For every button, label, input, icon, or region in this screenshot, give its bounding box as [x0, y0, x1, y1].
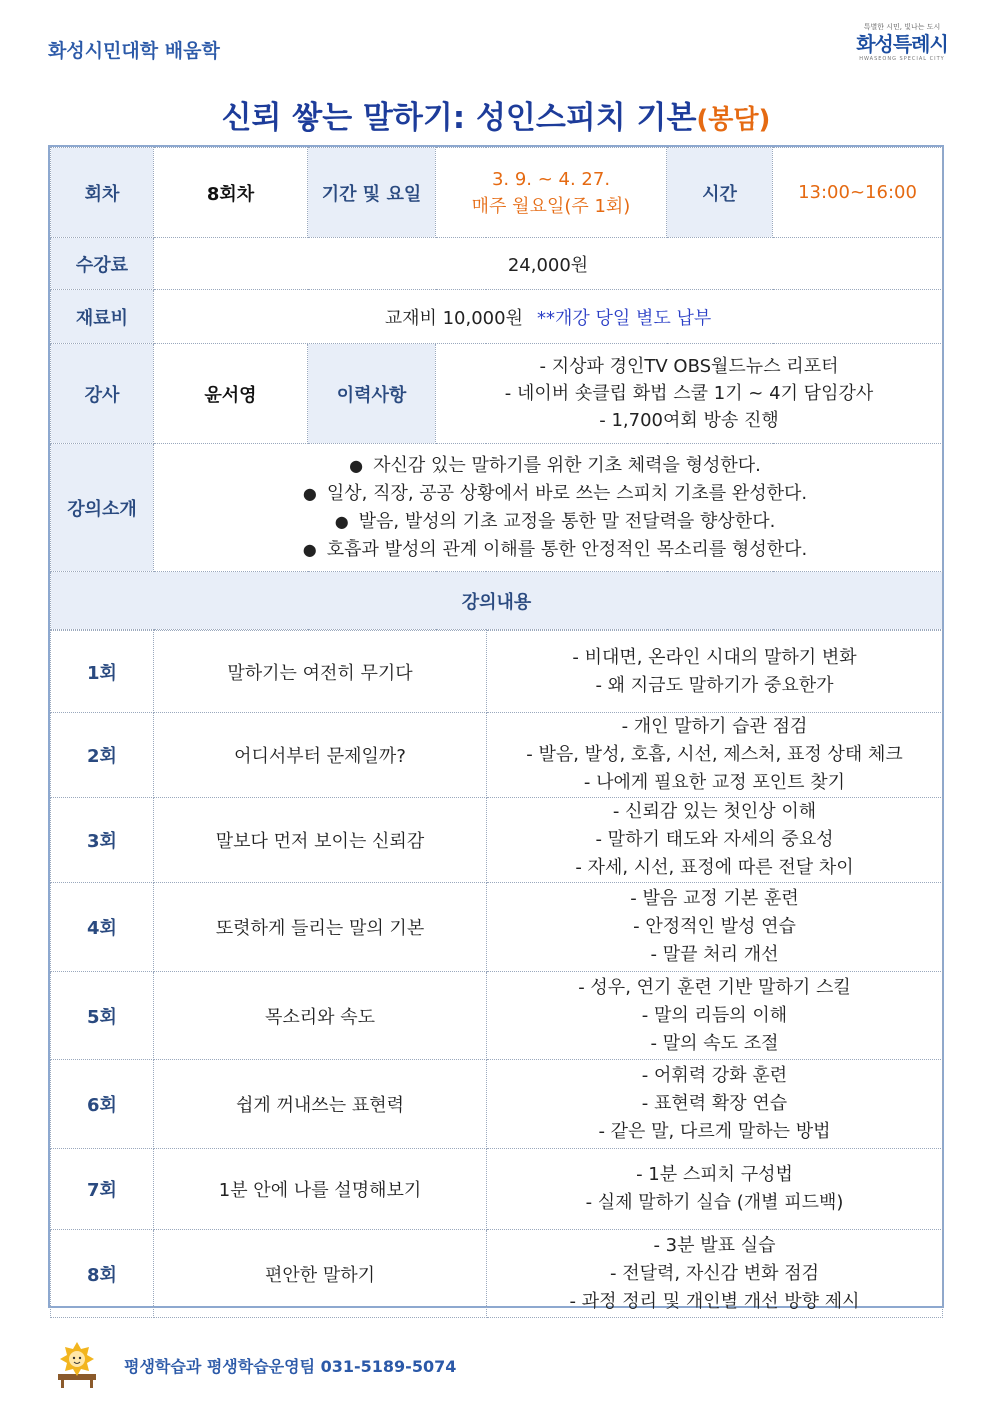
session-details: [487, 798, 943, 883]
time-label: 시간: [667, 148, 773, 238]
logo-slogan: 특별한 시민, 빛나는 도시: [863, 23, 941, 31]
session-details: [487, 631, 943, 713]
session-details: [487, 972, 943, 1060]
material-label: 재료비: [51, 290, 154, 344]
session-detail-item: - 말의 속도 조절: [650, 1032, 779, 1054]
session-label: 회차: [51, 148, 154, 238]
time-value: 13:00~16:00: [773, 148, 943, 238]
session-details: [487, 713, 943, 798]
session-number: 2회: [51, 713, 154, 798]
session-count: 8회차: [154, 148, 308, 238]
session-row: [51, 1060, 943, 1149]
info-row-instructor: [51, 344, 943, 444]
career-item: - 네이버 숏클립 화법 스쿨 1기 ~ 4기 담임강사: [504, 383, 874, 404]
session-number: 7회: [51, 1149, 154, 1230]
bullet-icon: ●: [334, 511, 349, 531]
mascot-icon: [54, 1340, 100, 1388]
career-label: 이력사항: [308, 344, 436, 444]
curriculum-table: [50, 630, 943, 1318]
instructor-label: 강사: [51, 344, 154, 444]
session-row: [51, 798, 943, 883]
session-details: [487, 1060, 943, 1149]
curriculum-title: 강의내용: [51, 572, 943, 630]
session-detail-item: - 3분 발표 실습: [653, 1234, 776, 1256]
period-weekday: 매주 월요일(주 1회): [471, 195, 631, 217]
material-value: 교재비 10,000원: [384, 307, 523, 329]
session-topic: 또렷하게 들리는 말의 기본: [154, 883, 487, 972]
session-row: [51, 1230, 943, 1318]
intro-item: ● 호흡과 발성의 관계 이해를 통한 안정적인 목소리를 형성한다.: [302, 538, 808, 560]
session-detail-item: - 안정적인 발성 연습: [633, 916, 796, 937]
page-title: [0, 92, 992, 137]
session-details: [487, 883, 943, 972]
course-info-table: [50, 147, 943, 630]
session-detail-item: - 말의 리듬의 이해: [641, 1004, 788, 1026]
info-row-session: [51, 148, 943, 238]
fee-label: 수강료: [51, 238, 154, 290]
session-detail-item: - 개인 말하기 습관 점검: [621, 716, 808, 737]
footer-contact: [54, 1340, 654, 1390]
session-detail-item: - 1분 스피치 구성법: [636, 1164, 793, 1185]
title-main: 신뢰 쌓는 말하기: 성인스피치 기본: [221, 100, 697, 136]
session-row: [51, 631, 943, 713]
session-number: 5회: [51, 972, 154, 1060]
course-sheet: [48, 145, 944, 1312]
career-list: [436, 344, 943, 444]
session-topic: 편안한 말하기: [154, 1230, 487, 1318]
session-number: 1회: [51, 631, 154, 713]
session-row: [51, 972, 943, 1060]
instructor-name: 윤서영: [154, 344, 308, 444]
session-row: [51, 1149, 943, 1230]
session-detail-item: - 나에게 필요한 교정 포인트 찾기: [583, 772, 846, 793]
session-number: 8회: [51, 1230, 154, 1318]
career-item: - 1,700여회 방송 진행: [599, 410, 779, 431]
session-topic: 말보다 먼저 보이는 신뢰감: [154, 798, 487, 883]
session-topic: 1분 안에 나를 설명해보기: [154, 1149, 487, 1230]
session-number: 6회: [51, 1060, 154, 1149]
session-detail-item: - 과정 정리 및 개인별 개선 방향 제시: [569, 1290, 860, 1312]
session-detail-item: - 비대면, 온라인 시대의 말하기 변화: [572, 646, 857, 668]
session-row: [51, 713, 943, 798]
session-detail-item: - 어휘력 강화 훈련: [641, 1065, 788, 1086]
city-logo: [852, 22, 952, 62]
session-detail-item: - 신뢰감 있는 첫인상 이해: [612, 801, 817, 822]
career-item: - 지상파 경인TV OBS월드뉴스 리포터: [539, 356, 839, 377]
bullet-icon: ●: [302, 539, 317, 559]
intro-item: ● 발음, 발성의 기초 교정을 통한 말 전달력을 향상한다.: [334, 510, 776, 532]
session-details: [487, 1149, 943, 1230]
session-number: 3회: [51, 798, 154, 883]
material-cell: [154, 290, 943, 344]
session-topic: 어디서부터 문제일까?: [154, 713, 487, 798]
session-detail-item: - 발음, 발성, 호흡, 시선, 제스처, 표정 상태 체크: [526, 744, 903, 765]
session-detail-item: - 실제 말하기 실습 (개별 피드백): [585, 1192, 844, 1213]
intro-item: ● 자신감 있는 말하기를 위한 기초 체력을 형성한다.: [349, 454, 761, 476]
session-detail-item: - 표현력 확장 연습: [641, 1093, 788, 1114]
bullet-icon: ●: [349, 455, 364, 475]
session-detail-item: - 발음 교정 기본 훈련: [630, 888, 799, 909]
session-detail-item: - 말하기 태도와 자세의 중요성: [595, 829, 834, 850]
title-location-tag: (봉담): [696, 105, 771, 135]
session-detail-item: - 성우, 연기 훈련 기반 말하기 스킬: [578, 976, 851, 998]
info-row-intro: [51, 444, 943, 572]
session-topic: 목소리와 속도: [154, 972, 487, 1060]
session-detail-item: - 말끝 처리 개선: [650, 944, 779, 965]
contact-text: 평생학습과 평생학습운영팀 031-5189-5074: [124, 1357, 457, 1376]
session-number: 4회: [51, 883, 154, 972]
session-topic: 쉽게 꺼내쓰는 표현력: [154, 1060, 487, 1149]
session-detail-item: - 같은 말, 다르게 말하는 방법: [598, 1121, 831, 1142]
material-note: **개강 당일 별도 납부: [536, 307, 712, 329]
info-row-material: [51, 290, 943, 344]
bullet-icon: ●: [302, 483, 317, 503]
session-row: [51, 883, 943, 972]
period-value: [436, 148, 667, 238]
logo-wordmark: 화성특례시: [856, 32, 948, 56]
period-label: 기간 및 요일: [308, 148, 436, 238]
intro-item: ● 일상, 직장, 공공 상황에서 바로 쓰는 스피치 기초를 완성한다.: [302, 482, 808, 504]
intro-list: [154, 444, 943, 572]
info-row-fee: [51, 238, 943, 290]
session-detail-item: - 왜 지금도 말하기가 중요한가: [595, 674, 834, 696]
session-detail-item: - 전달력, 자신감 변화 점검: [610, 1262, 819, 1284]
logo-subtitle: HWASEONG SPECIAL CITY: [859, 56, 945, 62]
period-dates: 3. 9. ~ 4. 27.: [491, 168, 611, 190]
curriculum-header-row: [51, 572, 943, 630]
fee-value: 24,000원: [154, 238, 943, 290]
session-detail-item: - 자세, 시선, 표정에 따른 전달 차이: [575, 857, 854, 878]
intro-label: 강의소개: [51, 444, 154, 572]
session-details: [487, 1230, 943, 1318]
org-name: 화성시민대학 배움학: [48, 40, 220, 62]
session-topic: 말하기는 여전히 무기다: [154, 631, 487, 713]
